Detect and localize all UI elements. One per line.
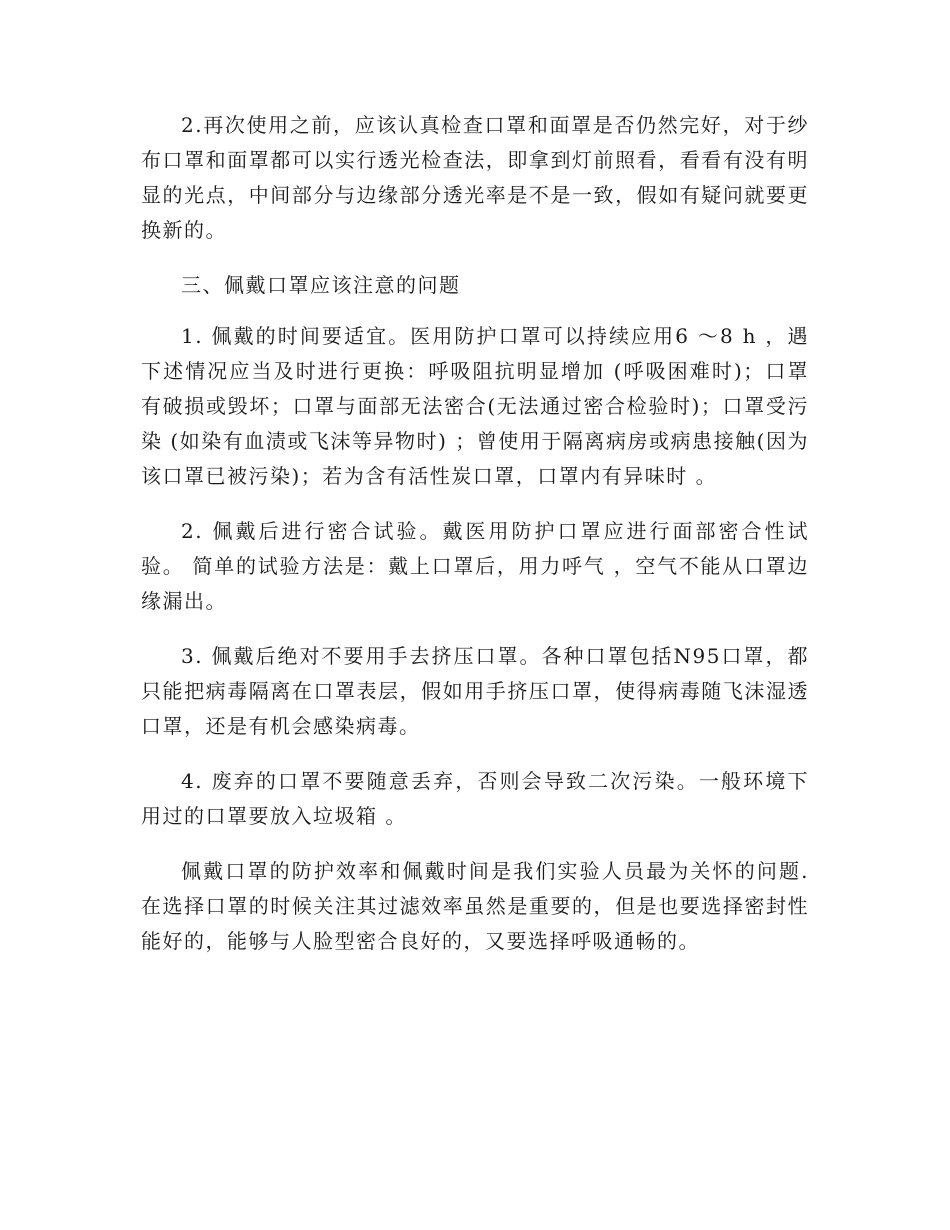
section-heading-mask-precautions: 三、佩戴口罩应该注意的问题	[181, 273, 461, 297]
paragraph-disposal: 4. 废弃的口罩不要随意丢弃，否则会导致二次污染。一般环境下用过的口罩要放入垃圾箱 。	[141, 769, 809, 828]
document-body	[141, 108, 809, 979]
paragraph-reuse-inspection: 2.再次使用之前，应该认真检查口罩和面罩是否仍然完好，对于纱布口罩和面罩都可以实行透光检查法，即拿到灯前照看，看看有没有明显的光点，中间部分与边缘部分透光率是不是一致，假如有疑问就要更换新的。	[141, 113, 809, 242]
paragraph-wearing-duration: 1. 佩戴的时间要适宜。医用防护口罩可以持续应用6 ～8 h ，遇下述情况应当及时进行更换：呼吸阻抗明显增加 (呼吸困难时)；口罩有破损或毁坏；口罩与面部无法密合(无法通过密合检验时)；口罩受污染 (如染有血渍或飞沫等异物时) ；曾使用于隔离病房或病患接触(因为该口罩已被污染)；若为含有活性炭口罩，口罩内有异味时 。	[141, 324, 809, 488]
paragraph-conclusion: 佩戴口罩的防护效率和佩戴时间是我们实验人员最为关怀的问题.在选择口罩的时候关注其过滤效率虽然是重要的，但是也要选择密封性能好的，能够与人脸型密合良好的，又要选择呼吸通畅的。	[141, 859, 809, 953]
paragraph-fit-test: 2. 佩戴后进行密合试验。戴医用防护口罩应进行面部密合性试验。 简单的试验方法是：戴上口罩后，用力呼气 ，空气不能从口罩边缘漏出。	[141, 519, 809, 613]
paragraph-no-squeezing: 3. 佩戴后绝对不要用手去挤压口罩。各种口罩包括N95口罩，都只能把病毒隔离在口罩表层，假如用手挤压口罩，使得病毒随飞沫湿透口罩，还是有机会感染病毒。	[141, 644, 809, 738]
